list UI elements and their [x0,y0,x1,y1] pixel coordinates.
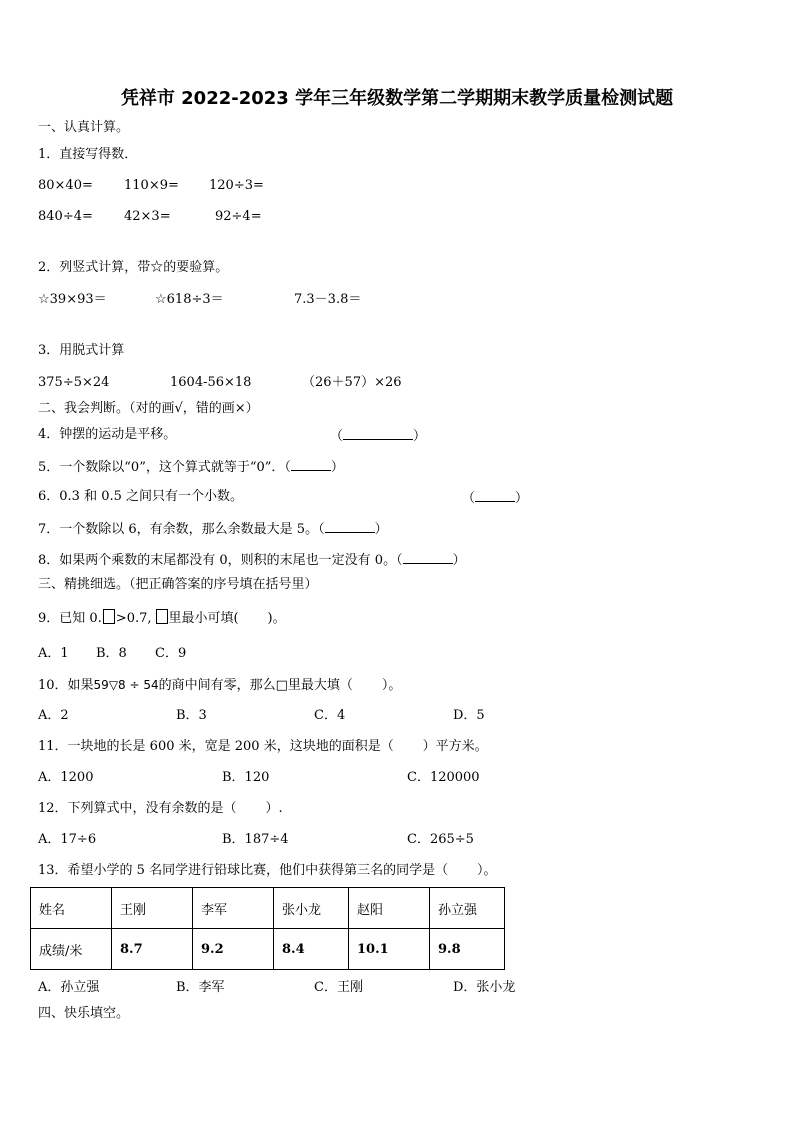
q9-stem-part: >0.7, [115,611,152,626]
answer-box[interactable] [156,609,168,624]
row-header-score: 成绩/米 [31,929,112,970]
q3-item: 1604-56×18 [170,375,252,390]
option-a[interactable]: A．2 [38,708,69,723]
answer-blank-7[interactable] [318,522,388,537]
option-a[interactable]: A．孙立强 [38,980,100,995]
question-8-text: 8．如果两个乘数的末尾都没有 0，则积的末尾也一定没有 0。 [38,553,397,568]
blank-line [325,520,375,533]
table-row [31,929,505,970]
q2-item: 7.3－3.8＝ [294,292,362,307]
option-c[interactable]: C．王刚 [314,980,363,995]
open-paren: （ [330,429,344,444]
q9-stem-part: 里最小可填( )。 [168,611,286,626]
q1-item: 80×40= [38,178,93,193]
table-cell: 赵阳 [349,888,430,929]
table-cell: 张小龙 [274,888,349,929]
table-cell: 李军 [193,888,274,929]
q10-expression: 59▽8 ÷ 54 [93,678,159,692]
question-1-label: 1．直接写得数． [38,147,138,162]
table-cell: 9.8 [430,929,505,970]
open-paren: （ [396,553,403,568]
q1-item: 840÷4= [38,209,93,224]
option-c[interactable]: C．4 [314,708,346,723]
option-c[interactable]: C．9 [155,646,187,661]
question-4: 4．钟摆的运动是平移。 [38,427,177,442]
question-5-text: 5．一个数除以“0”，这个算式就等于“0”． [38,460,285,475]
option-a[interactable]: A．17÷6 [38,832,97,847]
blank-line [291,458,331,471]
option-d[interactable]: D．张小龙 [453,980,516,995]
answer-blank-6[interactable] [462,489,528,507]
blank-line [343,427,413,440]
close-paren: ） [413,429,427,444]
table-cell: 10.1 [349,929,430,970]
option-b[interactable]: B．187÷4 [222,832,289,847]
q2-item: ☆39×93＝ [38,292,107,307]
open-paren: （ [318,522,325,537]
q3-item: 375÷5×24 [38,375,110,390]
question-7-text: 7．一个数除以 6，有余数，那么余数最大是 5。 [38,522,319,537]
row-header-name: 姓名 [31,888,112,929]
option-c[interactable]: C．265÷5 [407,832,474,847]
answer-blank-8[interactable] [396,553,466,568]
answer-blank-4[interactable] [330,427,426,445]
close-paren: ） [374,522,388,537]
blank-line [403,551,453,564]
table-cell: 8.4 [274,929,349,970]
answer-blank-5[interactable] [284,460,344,475]
blank-line [475,489,515,502]
q1-item: 42×3= [124,209,171,224]
q3-item: （26＋57）×26 [302,375,402,390]
option-b[interactable]: B．李军 [176,980,225,995]
question-8 [38,551,466,569]
option-b[interactable]: B．3 [176,708,207,723]
section-4-heading: 四、快乐填空。 [38,1006,130,1021]
table-cell: 8.7 [112,929,193,970]
open-paren: （ [284,460,291,475]
q9-stem-part: 9．已知 0. [38,611,102,626]
question-11: 11．一块地的长是 600 米，宽是 200 米，这块地的面积是（ ）平方米。 [38,739,488,754]
option-a[interactable]: A．1 [38,646,69,661]
question-10 [38,677,401,694]
results-table [30,887,505,970]
question-12: 12．下列算式中，没有余数的是（ ）. [38,801,283,816]
section-1-heading: 一、认真计算。 [38,120,130,135]
question-6: 6．0.3 和 0.5 之间只有一个小数。 [38,489,244,504]
option-c[interactable]: C．120000 [407,770,480,785]
option-b[interactable]: B．8 [96,646,127,661]
question-7 [38,520,388,538]
q2-item: ☆618÷3＝ [155,292,224,307]
option-a[interactable]: A．1200 [38,770,94,785]
q1-item: 120÷3= [209,178,264,193]
answer-box[interactable] [103,609,115,624]
close-paren: ） [330,460,344,475]
question-5 [38,458,344,476]
question-13: 13．希望小学的 5 名同学进行铅球比赛，他们中获得第三名的同学是（ ）。 [38,863,497,878]
section-2-heading: 二、我会判断。（对的画√，错的画×） [38,401,259,416]
question-9 [38,609,286,627]
close-paren: ） [515,491,529,506]
table-cell: 9.2 [193,929,274,970]
option-d[interactable]: D．5 [453,708,485,723]
table-cell: 孙立强 [430,888,505,929]
section-3-heading: 三、精挑细选。（把正确答案的序号填在括号里） [38,577,318,592]
question-3-label: 3．用脱式计算 [38,343,125,358]
option-b[interactable]: B．120 [222,770,270,785]
close-paren: ） [452,553,466,568]
q10-stem: 10．如果 [38,678,94,693]
open-paren: （ [462,491,476,506]
page-title: 凭祥市 2022-2023 学年三年级数学第二学期期末教学质量检测试题 [120,88,674,109]
table-cell: 王刚 [112,888,193,929]
q1-item: 110×9= [124,178,179,193]
question-2-label: 2．列竖式计算，带☆的要验算。 [38,260,229,275]
q1-item: 92÷4= [215,209,262,224]
q10-stem-b: 的商中间有零，那么□里最大填（ ）。 [158,678,402,693]
table-row [31,888,505,929]
